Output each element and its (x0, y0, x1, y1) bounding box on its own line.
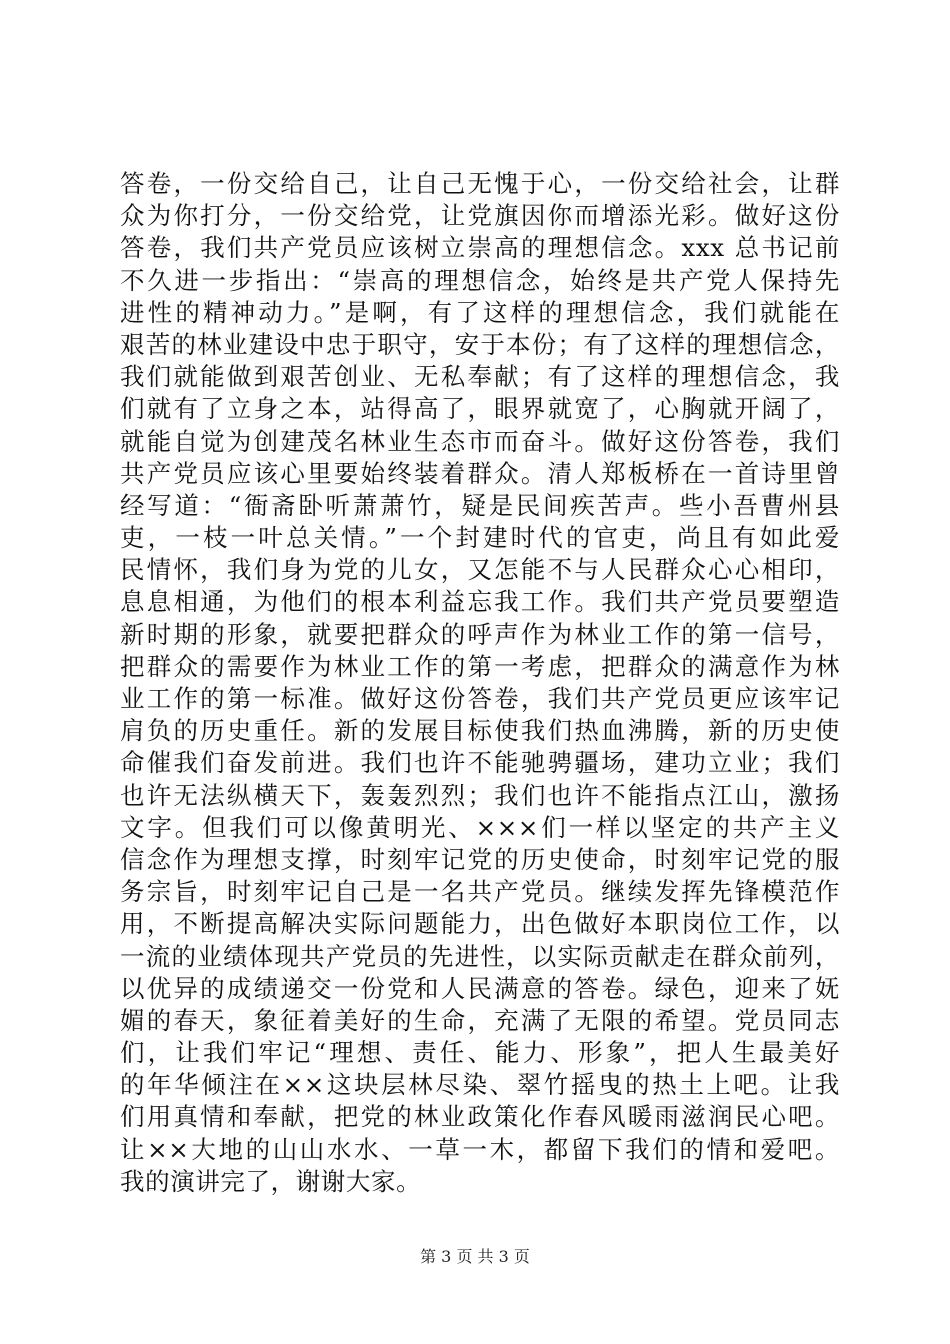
text-line: 不久进一步指出：“崇高的理想信念，始终是共产党人保持先 (120, 265, 840, 295)
text-line: 命催我们奋发前进。我们也许不能驰骋疆场，建功立业；我们 (120, 748, 840, 778)
text-line: 进性的精神动力。”是啊，有了这样的理想信念，我们就能在 (120, 297, 840, 327)
text-line: 的年华倾注在××这块层林尽染、翠竹摇曳的热土上吧。让我 (120, 1070, 840, 1100)
text-line: 答卷，一份交给自己，让自己无愧于心，一份交给社会，让群 (120, 169, 840, 198)
text-line: 业工作的第一标准。做好这份答卷，我们共产党员更应该牢记 (120, 684, 840, 713)
text-line: 把群众的需要作为林业工作的第一考虑，把群众的满意作为林 (120, 651, 840, 681)
text-line: 们用真情和奉献，把党的林业政策化作春风暖雨滋润民心吧。 (120, 1102, 840, 1132)
text-line: 答卷，我们共产党员应该树立崇高的理想信念。xxx 总书记前 (120, 233, 840, 263)
text-line: 共产党员应该心里要始终装着群众。清人郑板桥在一首诗里曾 (120, 458, 840, 488)
text-line: 用，不断提高解决实际问题能力，出色做好本职岗位工作，以 (120, 909, 840, 939)
text-line: 息息相通，为他们的根本利益忘我工作。我们共产党员要塑造 (120, 587, 840, 617)
text-line: 一流的业绩体现共产党员的先进性，以实际贡献走在群众前列， (120, 941, 840, 971)
text-line: 我们就能做到艰苦创业、无私奉献；有了这样的理想信念，我 (120, 362, 840, 392)
text-line: 民情怀，我们身为党的儿女，又怎能不与人民群众心心相印， (120, 555, 840, 585)
text-line: 肩负的历史重任。新的发展目标使我们热血沸腾，新的历史使 (120, 716, 840, 746)
text-line: 就能自觉为创建茂名林业生态市而奋斗。做好这份答卷，我们 (120, 426, 840, 456)
text-line: 信念作为理想支撑，时刻牢记党的历史使命，时刻牢记党的服 (120, 844, 840, 874)
text-line: 们就有了立身之本，站得高了，眼界就宽了，心胸就开阔了， (120, 394, 840, 424)
text-line: 艰苦的林业建设中忠于职守，安于本份；有了这样的理想信念， (120, 329, 840, 359)
text-line: 以优异的成绩递交一份党和人民满意的答卷。绿色，迎来了妩 (120, 973, 840, 1003)
body-text (120, 168, 840, 1198)
text-line-last: 我的演讲完了，谢谢大家。 (120, 1166, 422, 1196)
page-footer (0, 1244, 950, 1267)
text-line: 经写道：“衙斋卧听萧萧竹，疑是民间疾苦声。些小吾曹州县 (120, 490, 840, 520)
text-line: 让××大地的山山水水、一草一木，都留下我们的情和爱吧。 (120, 1134, 840, 1164)
text-line: 也许无法纵横天下，轰轰烈烈；我们也许不能指点江山，激扬 (120, 780, 840, 810)
text-line: 媚的春天，象征着美好的生命，充满了无限的希望。党员同志 (120, 1005, 840, 1035)
text-line: 们，让我们牢记“理想、责任、能力、形象”，把人生最美好 (120, 1038, 840, 1068)
text-line: 务宗旨，时刻牢记自己是一名共产党员。继续发挥先锋模范作 (120, 877, 840, 907)
text-line: 文字。但我们可以像黄明光、×××们一样以坚定的共产主义 (120, 812, 840, 842)
page-number: 第 3 页 共 3 页 (420, 1247, 530, 1266)
text-line: 众为你打分，一份交给党，让党旗因你而增添光彩。做好这份 (120, 201, 840, 231)
text-line: 吏，一枝一叶总关情。”一个封建时代的官吏，尚且有如此爱 (120, 523, 840, 553)
text-line: 新时期的形象，就要把群众的呼声作为林业工作的第一信号， (120, 619, 840, 649)
